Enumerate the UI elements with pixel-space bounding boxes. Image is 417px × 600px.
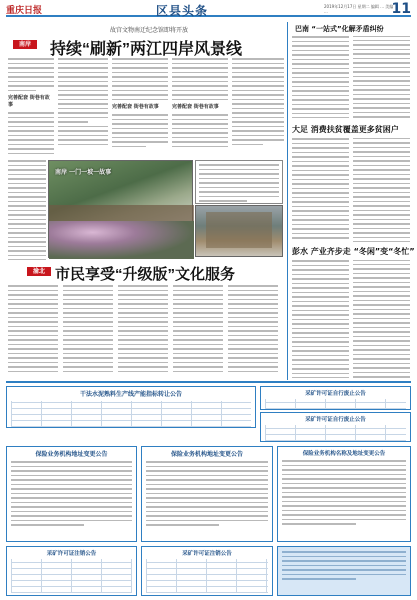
photo-caption: 南岸 一门一坡一故事	[55, 169, 112, 176]
newspaper-logo: 重庆日报	[6, 6, 43, 16]
notice-mining-1	[260, 386, 411, 410]
notice-insurance-3-body	[278, 457, 410, 531]
notice-blue-body	[278, 547, 410, 587]
lead-subhead-3: 完善配套 街巷有故事	[172, 104, 219, 110]
lead-column-4	[172, 58, 228, 158]
lead-column-2	[58, 58, 108, 158]
district-tag-yubei: 渝北	[27, 267, 51, 276]
notice-insurance-3-title: 保险业务机构名称及地址变更公告	[302, 451, 386, 457]
photo-roof-detail	[49, 205, 194, 221]
ads-divider	[6, 381, 411, 383]
section-title: 区县头条	[156, 4, 209, 18]
lead-headline: 持续“刷新”两江四岸风景线	[50, 41, 243, 58]
issue-meta: 2019年12月17日 星期二 编辑 ... 美编 ...	[324, 4, 394, 14]
notice-mining-1-title: 采矿许可证自行废止公告	[305, 391, 366, 397]
lead-kicker: 故宫文物南迁纪念馆即将开放	[110, 27, 189, 34]
right-story-2-body	[292, 138, 410, 242]
right-story-2-headline: 大足 消费扶贫覆盖更多贫困户	[292, 125, 399, 134]
notice-insurance-1	[6, 446, 137, 542]
notice-capacity-transfer-title: 干法水泥熟料生产线产能指标转让公告	[79, 391, 182, 398]
notice-insurance-1-title: 保险业务机构地址变更公告	[35, 451, 108, 458]
masthead	[6, 3, 411, 17]
page-number: 11	[391, 1, 411, 17]
notice-mining-cancel-2-table	[146, 559, 268, 593]
lead-column-side	[8, 160, 46, 260]
right-story-3-headline: 彭水 产业齐步走 “冬闲”变“冬忙”	[292, 247, 415, 256]
lead-photo	[48, 160, 193, 258]
notice-mining-cancel-2	[141, 546, 273, 596]
lead-subhead-1: 完善配套 街巷有故事	[8, 95, 50, 108]
notice-insurance-2-title: 保险业务机构地址变更公告	[170, 451, 243, 458]
notice-mining-1-table	[265, 399, 406, 409]
notice-mining-cancel-1-title: 采矿许可证注销公告	[46, 551, 97, 557]
second-headline: 市民享受“升级版”文化服务	[55, 266, 236, 283]
notice-capacity-table	[11, 401, 251, 427]
right-story-1-headline: 巴南 “一站式”化解矛盾纠纷	[295, 25, 384, 33]
notice-mining-cancel-1	[6, 546, 137, 596]
right-story-1-body	[292, 36, 410, 118]
lead-subhead-2: 完善配套 街巷有故事	[112, 104, 159, 110]
lead-column-3	[112, 58, 168, 158]
notice-blue-box	[277, 546, 411, 596]
right-story-3-body	[292, 260, 410, 378]
lead-column-5	[232, 58, 284, 158]
notice-mining-2-title: 采矿许可证自行废止公告	[305, 417, 366, 423]
notice-capacity-transfer	[6, 386, 256, 428]
district-tag-nanan: 南岸	[13, 40, 37, 49]
photo-flowers-detail	[49, 221, 194, 259]
notice-mining-cancel-2-title: 采矿许可证注销公告	[182, 551, 232, 557]
notice-insurance-2-body	[142, 458, 272, 532]
notice-mining-2	[260, 412, 411, 442]
notice-mining-2-table	[265, 425, 406, 441]
lead-column-1	[8, 58, 54, 158]
secondary-photo	[195, 205, 283, 257]
column-divider	[287, 22, 288, 380]
photo-building-detail	[206, 212, 272, 248]
notice-insurance-3	[277, 446, 411, 542]
notice-insurance-1-body	[7, 458, 136, 532]
notice-mining-cancel-1-table	[11, 559, 132, 593]
second-story-body	[8, 285, 278, 373]
photo-caption-box	[195, 160, 283, 204]
notice-insurance-2	[141, 446, 273, 542]
